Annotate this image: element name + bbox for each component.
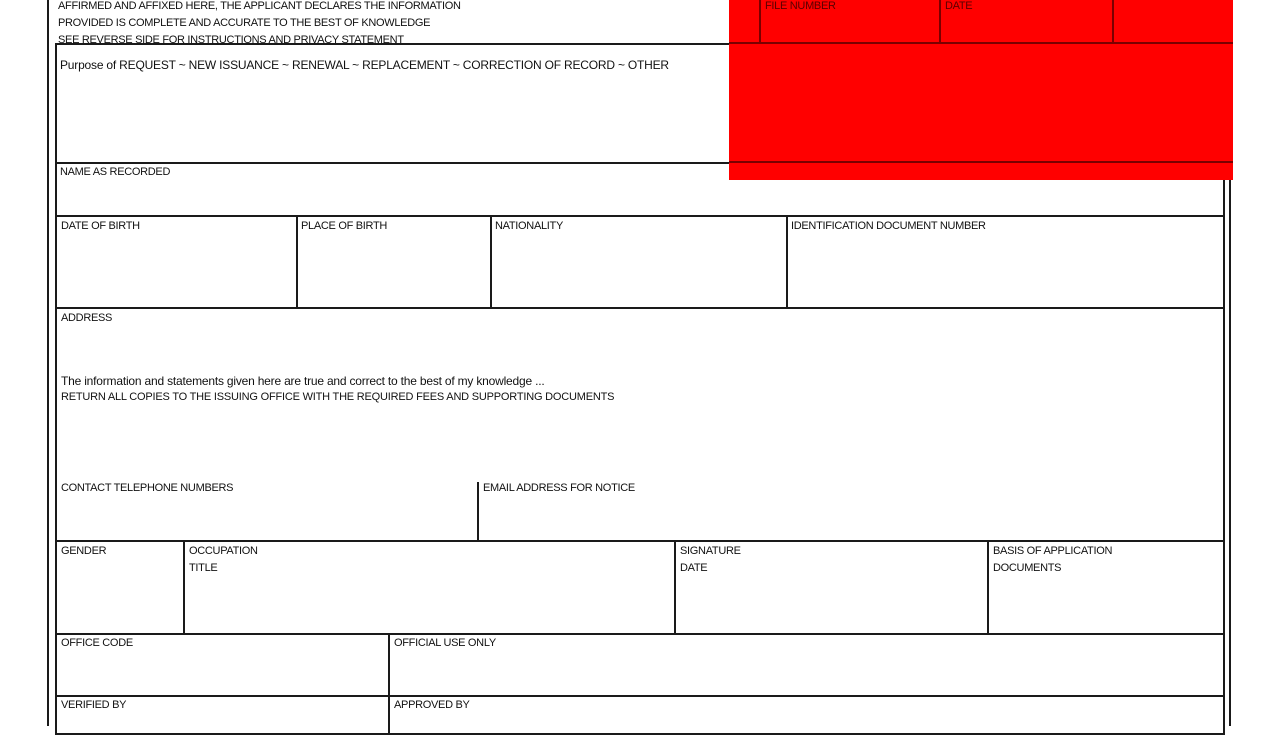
email-label: EMAIL ADDRESS FOR NOTICE — [483, 482, 635, 494]
approved-by-label: APPROVED BY — [394, 699, 470, 711]
basis-sub: DOCUMENTS — [993, 562, 1062, 574]
dob-label: DATE OF BIRTH — [61, 220, 140, 232]
redaction-block — [729, 0, 1233, 180]
row5-divider — [477, 482, 479, 540]
gender-label: GENDER — [61, 545, 107, 557]
redaction-divider-1 — [759, 0, 761, 44]
signature-sub: DATE — [680, 562, 708, 574]
redaction-rule-top — [729, 42, 1233, 44]
address-label: ADDRESS — [61, 312, 113, 324]
occupation-label: OCCUPATION — [189, 545, 258, 557]
signature-label: SIGNATURE — [680, 545, 741, 557]
name-label: NAME AS RECORDED — [60, 166, 171, 178]
header-line-3: SEE REVERSE SIDE FOR INSTRUCTIONS AND PRIVACY STATEMENT — [58, 34, 404, 46]
purpose-text — [60, 58, 669, 73]
purpose-label: Purpose of REQUEST — [60, 58, 176, 72]
header-line-1: AFFIRMED AND AFFIXED HERE, THE APPLICANT DECLARES THE INFORMATION — [58, 0, 461, 12]
official-use-cell[interactable] — [388, 633, 1225, 697]
header-line-2: PROVIDED IS COMPLETE AND ACCURATE TO THE BEST OF KNOWLEDGE — [58, 17, 431, 29]
official-use-label: OFFICIAL USE ONLY — [394, 637, 496, 649]
office-code-label: OFFICE CODE — [61, 637, 133, 649]
redaction-rule-bottom — [729, 161, 1233, 163]
form-header — [58, 0, 461, 49]
basis-label: BASIS OF APPLICATION — [993, 545, 1113, 557]
pob-label: PLACE OF BIRTH — [301, 220, 388, 232]
approved-by-cell[interactable] — [388, 695, 1225, 735]
redaction-divider-2 — [939, 0, 941, 44]
address-box — [55, 307, 1225, 542]
address-statement-1: The information and statements given here are true and correct to the best of my knowledge ... — [61, 374, 545, 388]
redaction-divider-3 — [1112, 0, 1114, 44]
redaction-label-date: DATE — [945, 0, 973, 12]
purpose-options[interactable]: ~ NEW ISSUANCE ~ RENEWAL ~ REPLACEMENT ~ CORRECTION OF RECORD ~ OTHER — [178, 58, 669, 72]
telephone-label: CONTACT TELEPHONE NUMBERS — [61, 482, 234, 494]
redaction-label-file: FILE NUMBER — [765, 0, 836, 12]
occupation-sub: TITLE — [189, 562, 218, 574]
verified-by-label: VERIFIED BY — [61, 699, 127, 711]
id-number-label: IDENTIFICATION DOCUMENT NUMBER — [791, 220, 986, 232]
address-statement-2: RETURN ALL COPIES TO THE ISSUING OFFICE WITH THE REQUIRED FEES AND SUPPORTING DOCUMENTS — [61, 391, 615, 403]
nationality-label: NATIONALITY — [495, 220, 564, 232]
